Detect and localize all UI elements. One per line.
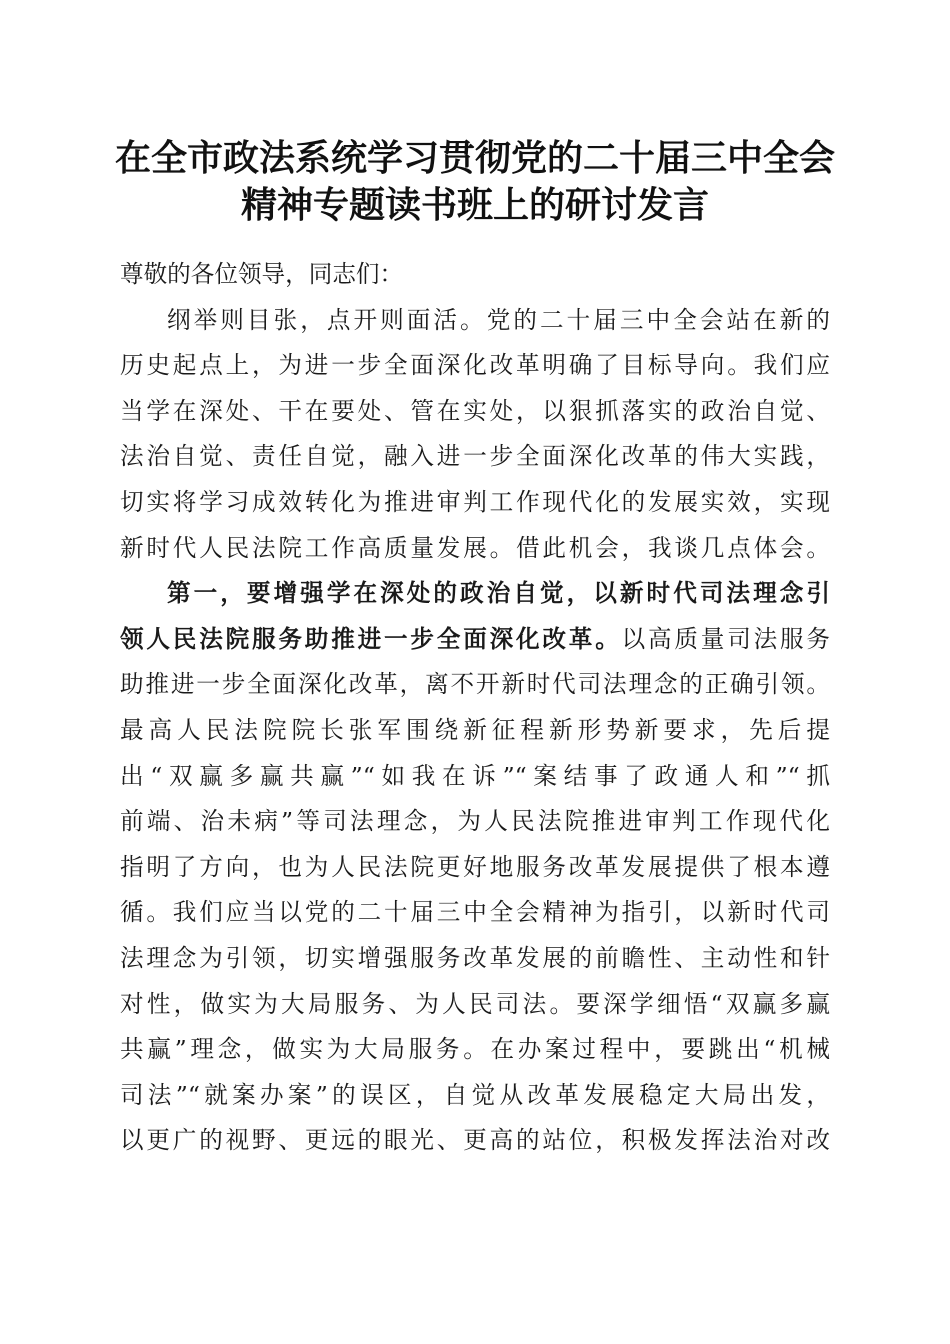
paragraph-line: 法理念为引领，切实增强服务改革发展的前瞻性、主动性和针 — [120, 943, 830, 972]
paragraph-line: 司法”“就案办案”的误区，自觉从改革发展稳定大局出发， — [120, 1080, 830, 1109]
paragraph-line: 出“双赢多赢共赢”“如我在诉”“案结事了政通人和”“抓 — [120, 761, 830, 790]
paragraph-line: 切实将学习成效转化为推进审判工作现代化的发展实效，实现 — [120, 487, 830, 516]
paragraph-line: 当学在深处、干在要处、管在实处，以狠抓落实的政治自觉、 — [120, 396, 830, 425]
paragraph-line: 历史起点上，为进一步全面深化改革明确了目标导向。我们应 — [120, 351, 830, 380]
paragraph-line: 指明了方向，也为人民法院更好地服务改革发展提供了根本遵 — [120, 852, 830, 881]
document-body — [120, 252, 830, 1164]
paragraph-line: 助推进一步全面深化改革，离不开新时代司法理念的正确引领。 — [120, 670, 830, 699]
paragraph-text-segment: 以高质量司法服务 — [621, 624, 831, 653]
paragraph-line: 纲举则目张，点开则面活。党的二十届三中全会站在新的 — [167, 305, 830, 334]
paragraph-line: 新时代人民法院工作高质量发展。借此机会，我谈几点体会。 — [120, 533, 830, 562]
paragraph-line: 循。我们应当以党的二十届三中全会精神为指引，以新时代司 — [120, 898, 830, 927]
salutation: 尊敬的各位领导，同志们： — [120, 260, 404, 288]
section-heading-continuation: 领人民法院服务助推进一步全面深化改革。 — [120, 624, 622, 653]
document-title-line-2: 精神专题读书班上的研讨发言 — [240, 184, 709, 226]
section-heading-line: 第一，要增强学在深处的政治自觉，以新时代司法理念引 — [167, 579, 830, 608]
paragraph-line: 最高人民法院院长张军围绕新征程新形势新要求，先后提 — [120, 715, 830, 744]
paragraph-line: 共赢”理念，做实为大局服务。在办案过程中，要跳出“机械 — [120, 1035, 830, 1064]
paragraph-line: 对性，做实为大局服务、为人民司法。要深学细悟“双赢多赢 — [120, 989, 830, 1018]
paragraph-line: 以更广的视野、更远的眼光、更高的站位，积极发挥法治对改 — [120, 1126, 830, 1155]
paragraph-line: 法治自觉、责任自觉，融入进一步全面深化改革的伟大实践， — [120, 442, 830, 471]
document-title-line-1: 在全市政法系统学习贯彻党的二十届三中全会 — [114, 137, 835, 179]
paragraph-line: 前端、治未病”等司法理念，为人民法院推进审判工作现代化 — [120, 807, 830, 836]
paragraph-line-mixed — [120, 617, 830, 663]
